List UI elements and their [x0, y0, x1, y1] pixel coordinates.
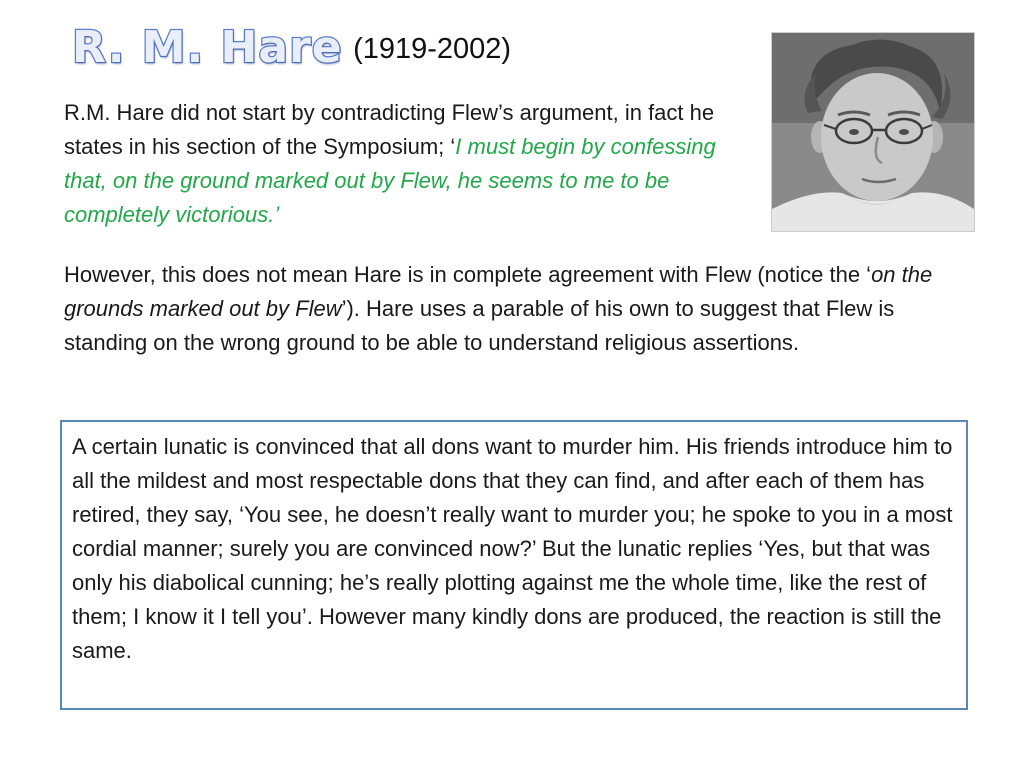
- explanation-text: However, this does not mean Hare is in complete agreement with Flew (notice the ‘: [64, 262, 872, 287]
- parable-text: A certain lunatic is convinced that all dons want to murder him. His friends introduce him to all the mildest and most respectable dons that they can find, and after each of them has retired, they say, ‘You see, he doesn’t really want to murder you; he spoke to you in a most cordial manner; surely you are convinced now?’ But the lunatic replies ‘Yes, but that was only his diabolical cunning; he’s really plotting against me the whole time, like the rest of them; I know it I tell you’. However many kindly dons are produced, the reaction is still the same.: [72, 434, 953, 663]
- intro-paragraph: [64, 96, 744, 232]
- hare-quote: I must begin by confessing that, on the ground marked out by Flew, he seems to me to be completely victorious.: [64, 134, 716, 227]
- parable-box: [60, 420, 968, 710]
- hare-quote-close: ’: [274, 202, 280, 227]
- title-name: R. M. Hare: [72, 22, 343, 73]
- explanation-emphasis: on the grounds marked out by Flew: [64, 262, 933, 321]
- slide-title: [72, 22, 512, 73]
- intro-text: R.M. Hare did not start by contradicting Flew’s argument, in fact he states in his section of the Symposium; ‘: [64, 100, 715, 159]
- explanation-text-rest: ’). Hare uses a parable of his own to suggest that Flew is standing on the wrong ground to be able to understand religious assertions.: [64, 296, 895, 355]
- title-dates: (1919-2002): [353, 33, 512, 65]
- explanation-paragraph: [64, 258, 964, 360]
- portrait-photo: [772, 33, 974, 231]
